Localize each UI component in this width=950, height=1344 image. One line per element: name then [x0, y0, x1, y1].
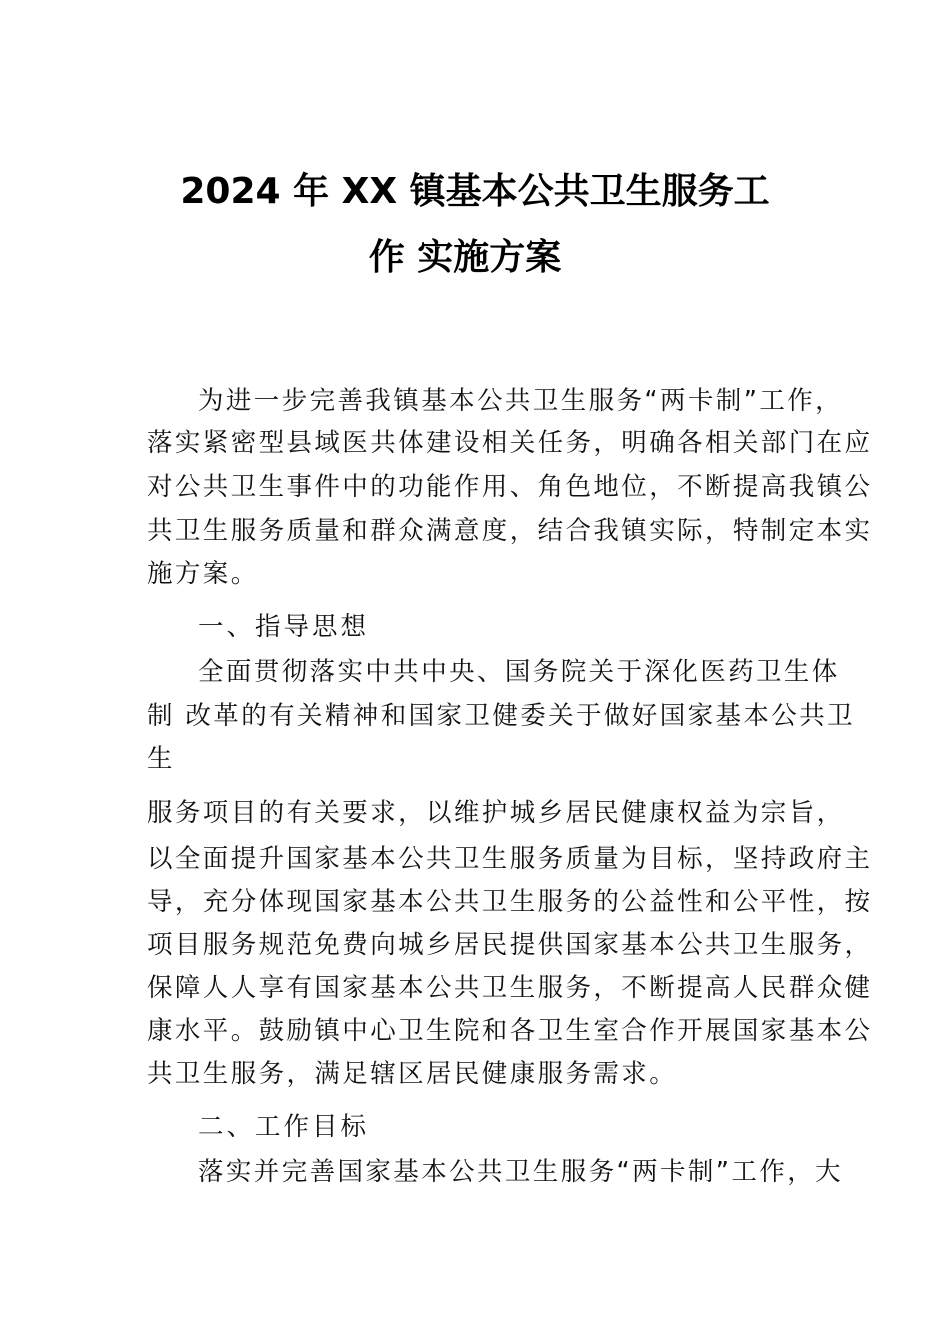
document-title-line-1: 2024 年 XX 镇基本公共卫生服务工 — [180, 171, 770, 212]
paragraph-intro-line-3: 对公共卫生事件中的功能作用、角色地位，不断提高我镇公 — [147, 472, 873, 502]
section-heading-guiding-ideology: 一、指导思想 — [198, 612, 370, 642]
paragraph-guiding-line-10: 共卫生服务，满足辖区居民健康服务需求。 — [147, 1059, 678, 1089]
paragraph-guiding-line-9: 康水平。鼓励镇中心卫生院和各卫生室合作开展国家基本公 — [147, 1016, 873, 1046]
paragraph-guiding-line-3: 生 — [147, 744, 175, 774]
paragraph-guiding-line-4: 服务项目的有关要求，以维护城乡居民健康权益为宗旨， — [147, 798, 845, 828]
paragraph-guiding-line-2: 制 改革的有关精神和国家卫健委关于做好国家基本公共卫 — [147, 701, 856, 731]
paragraph-guiding-line-5: 以全面提升国家基本公共卫生服务质量为目标，坚持政府主 — [147, 844, 873, 874]
paragraph-intro-line-1: 为进一步完善我镇基本公共卫生服务“两卡制”工作， — [198, 386, 844, 416]
section-heading-work-goals: 二、工作目标 — [198, 1112, 370, 1142]
paragraph-guiding-line-7: 项目服务规范免费向城乡居民提供国家基本公共卫生服务， — [147, 930, 873, 960]
paragraph-intro-line-2: 落实紧密型县域医共体建设相关任务，明确各相关部门在应 — [147, 428, 873, 458]
paragraph-guiding-line-1: 全面贯彻落实中共中央、国务院关于深化医药卫生体 — [198, 657, 840, 687]
paragraph-intro-line-5: 施方案。 — [147, 559, 259, 589]
paragraph-guiding-line-6: 导，充分体现国家基本公共卫生服务的公益性和公平性，按 — [147, 887, 873, 917]
paragraph-intro-line-4: 共卫生服务质量和群众满意度，结合我镇实际，特制定本实 — [147, 516, 873, 546]
document-title-line-2: 作 实施方案 — [368, 237, 562, 278]
paragraph-goals-line-1: 落实并完善国家基本公共卫生服务“两卡制”工作，大 — [198, 1157, 844, 1187]
paragraph-guiding-line-8: 保障人人享有国家基本公共卫生服务，不断提高人民群众健 — [147, 973, 873, 1003]
